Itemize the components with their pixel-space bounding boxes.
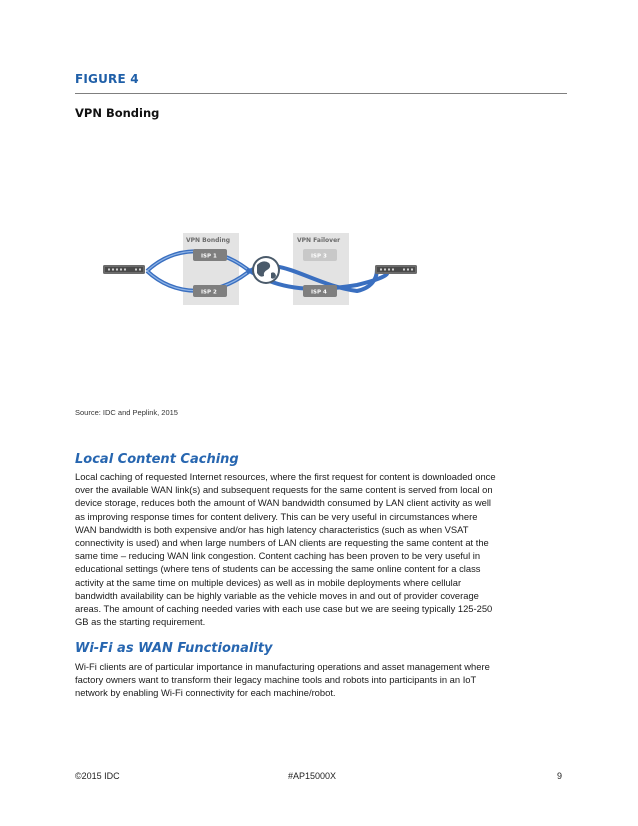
- figure-source: Source: IDC and Peplink, 2015: [75, 408, 178, 417]
- footer-page-number: 9: [557, 771, 563, 781]
- divider: [75, 93, 567, 94]
- body-line: areas. The amount of caching needed varies with each use case but we are seeing typically 125-250: [75, 603, 493, 615]
- router-left-icon: [103, 265, 145, 274]
- body-line: over the available WAN link(s) and subsequent requests for the same content is served from local on: [75, 484, 493, 496]
- section-heading-wifi-as-wan: Wi-Fi as WAN Functionality: [75, 641, 273, 656]
- footer-copyright: ©2015 IDC: [75, 771, 120, 781]
- body-line: same time – reducing WAN link congestion. Content caching has been proven to be very useful in: [75, 550, 481, 562]
- body-line: device storage, reduces both the amount of WAN bandwidth consumed by LAN client activity as well: [75, 497, 492, 509]
- body-line: Local caching of requested Internet resources, where the first request for content is downloaded once: [75, 471, 496, 482]
- body-line: as improving response times for content delivery. This can be very useful in circumstances where: [75, 510, 478, 522]
- globe-icon: [252, 256, 280, 284]
- body-line: bandwidth availability can be highly variable as the vehicle moves in and out of provider coverage: [75, 589, 479, 601]
- body-line: Wi-Fi clients are of particular importance in manufacturing operations and asset management where: [75, 661, 490, 672]
- isp-4-label: ISP 4: [311, 289, 327, 296]
- section-body-wifi-as-wan: [75, 660, 570, 700]
- isp-1-label: ISP 1: [201, 253, 217, 260]
- body-line: network by enabling Wi-Fi connectivity for each machine/robot.: [75, 687, 336, 699]
- body-line: GB as the starting requirement.: [75, 616, 206, 628]
- body-line: connectivity is used) and when large numbers of LAN clients are requesting the same content at the: [75, 537, 489, 549]
- isp-3-label: ISP 3: [311, 253, 327, 260]
- figure-title: VPN Bonding: [75, 106, 160, 120]
- body-line: WAN bandwidth is both expensive and/or has high latency characteristics (such as when VSAT: [75, 523, 469, 535]
- vpn-bonding-label: VPN Bonding: [186, 237, 231, 244]
- vpn-bonding-diagram: [95, 225, 535, 307]
- vpn-failover-label: VPN Failover: [297, 237, 341, 244]
- figure-label: FIGURE 4: [75, 72, 139, 86]
- section-body-local-content-caching: [75, 470, 570, 628]
- body-line: factory owners want to transform their legacy machine tools and robots into participants in an IoT: [75, 674, 477, 686]
- isp-2-label: ISP 2: [201, 289, 217, 296]
- body-line: activity at the same time on multiple devices) as well as in mobile deployments where cellular: [75, 576, 462, 588]
- router-right-icon: [375, 265, 417, 274]
- body-line: educational settings (where tens of students can be accessing the same online content for a class: [75, 563, 481, 575]
- section-heading-local-content-caching: Local Content Caching: [75, 452, 239, 467]
- footer-document-id: #AP15000X: [288, 771, 337, 781]
